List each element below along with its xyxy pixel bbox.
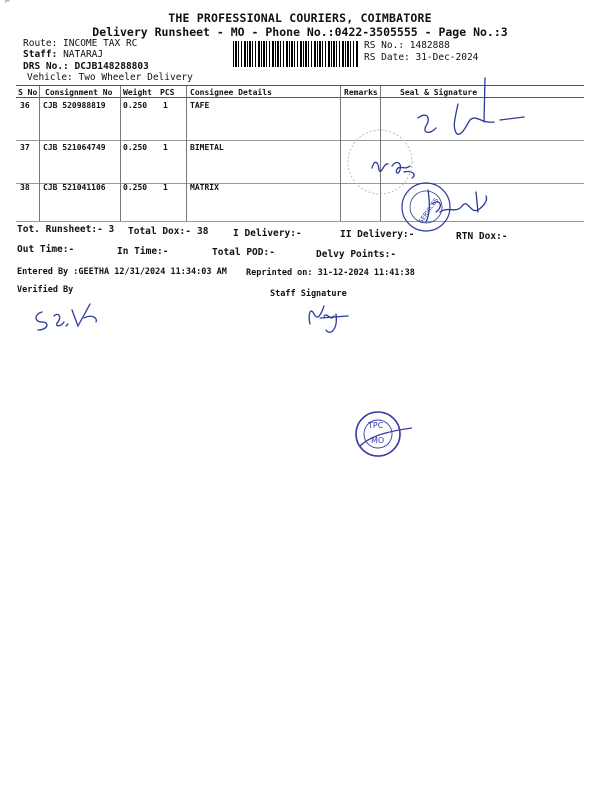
faint-round-stamp: [348, 130, 412, 194]
row-weight: 0.250: [123, 101, 148, 110]
total-dox-label: Total Dox:-: [128, 226, 191, 237]
row-consignment: CJB 521064749: [43, 143, 106, 152]
row-consignment: CJB 521041106: [43, 183, 106, 192]
signature-row-36: [418, 78, 524, 134]
header-pcs: PCS: [160, 88, 175, 97]
header-consignee: Consignee Details: [190, 88, 272, 97]
row-pcs: 1: [163, 101, 168, 110]
verified-by-label: Verified By: [17, 285, 74, 295]
row-sno: 36: [20, 101, 30, 110]
seal-text: SERVICES: [417, 196, 441, 225]
row-consignment: CJB 520988819: [43, 101, 106, 110]
delvy-points-label: Delvy Points:-: [316, 249, 397, 260]
row-sno: 37: [20, 143, 30, 152]
header-consignment: Consignment No: [45, 88, 113, 97]
route-text: Route: INCOME TAX RC: [23, 38, 138, 49]
total-runsheet: Tot. Runsheet:- 3: [17, 224, 115, 235]
vehicle-text: Vehicle: Two Wheeler Delivery: [27, 72, 193, 83]
company-title: THE PROFESSIONAL COURIERS, COIMBATORE: [168, 11, 432, 25]
verified-by-signature: [36, 304, 96, 330]
row-consignee: BIMETAL: [190, 143, 224, 152]
rs-date: RS Date: 31-Dec-2024: [364, 52, 479, 63]
rs-number: RS No.: 1482888: [364, 40, 450, 51]
row-consignee: MATRIX: [190, 183, 219, 192]
ii-delivery-label: II Delivery:-: [340, 229, 415, 240]
header-weight: Weight: [123, 88, 152, 97]
reprinted-on: Reprinted on: 31-12-2024 11:41:38: [246, 268, 415, 278]
header-remarks: Remarks: [344, 88, 378, 97]
i-delivery-label: I Delivery:-: [233, 228, 302, 239]
staff-signature-label: Staff Signature: [270, 289, 347, 299]
row-sno: 38: [20, 183, 30, 192]
entered-by: Entered By :GEETHA 12/31/2024 11:34:03 AM: [17, 267, 227, 277]
staff-name: NATARAJ: [63, 49, 104, 60]
stamp-text-mo: MO: [371, 436, 385, 445]
header-seal-signature: Seal & Signature: [400, 88, 478, 97]
total-pod-label: Total POD:-: [212, 247, 275, 258]
signature-row-37: [372, 162, 414, 178]
company-seal-row-38: [402, 183, 450, 231]
row-weight: 0.250: [123, 143, 148, 152]
row-consignee: TAFE: [190, 101, 210, 110]
staff-signature-mark: [309, 306, 348, 332]
staff-label: Staff:: [23, 49, 58, 60]
rtn-dox-label: RTN Dox:-: [456, 231, 508, 242]
total-dox-value: 38: [197, 226, 209, 237]
tpc-mo-round-stamp: [356, 412, 412, 456]
row-weight: 0.250: [123, 183, 148, 192]
row-pcs: 1: [163, 143, 168, 152]
runsheet-subtitle: Delivery Runsheet - MO - Phone No.:0422-3505555 - Page No.:3: [92, 25, 508, 39]
out-time-label: Out Time:-: [17, 244, 75, 255]
in-time-label: In Time:-: [117, 246, 169, 257]
drs-number: DRS No.: DCJB148288803: [23, 61, 149, 72]
header-sno: S No: [18, 88, 38, 97]
page-corner-mark: ⌐: [5, 0, 10, 6]
stamp-text-tpc: TPC: [368, 421, 384, 430]
row-pcs: 1: [163, 183, 168, 192]
